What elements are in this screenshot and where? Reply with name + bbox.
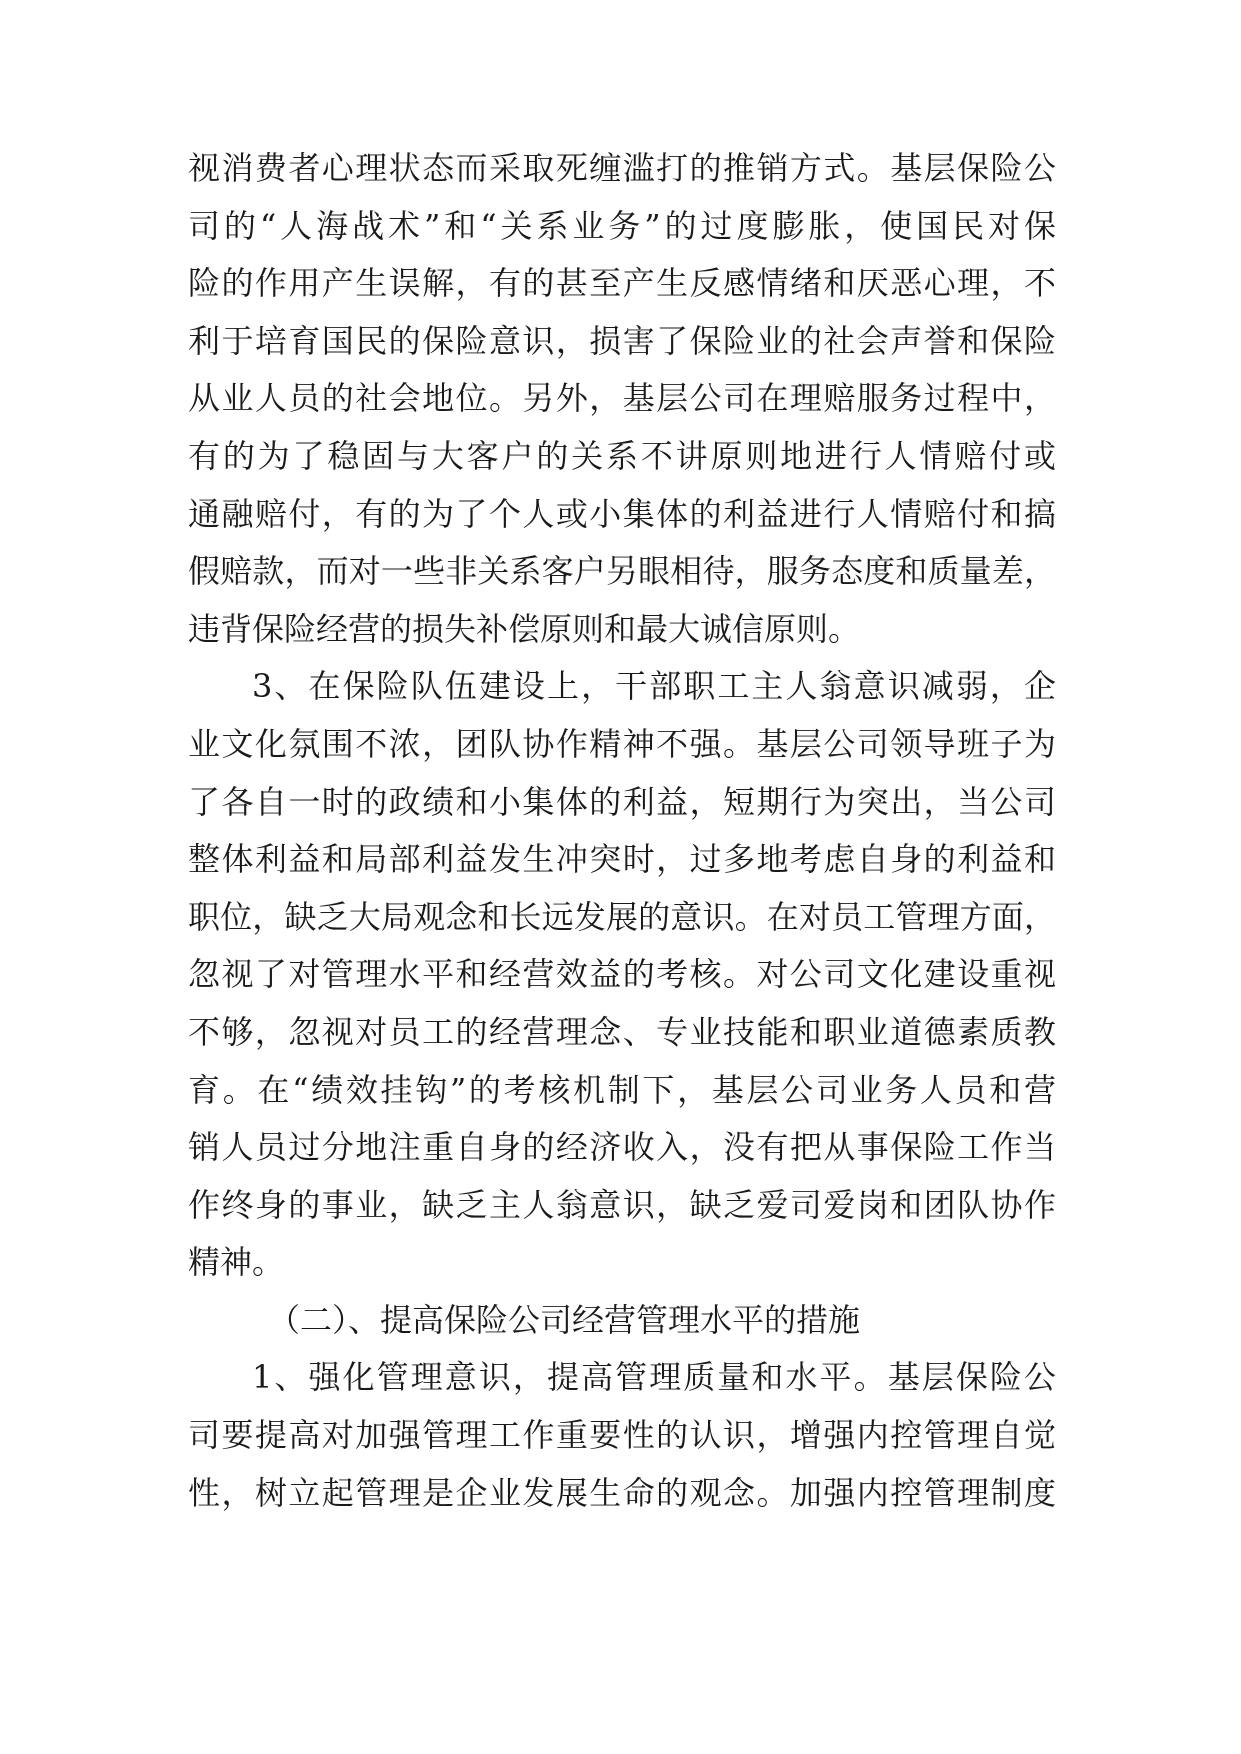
body-line: 销人员过分地注重自身的经济收入，没有把从事保险工作当 — [188, 1128, 1056, 1167]
body-line: 作终身的事业，缺乏主人翁意识，缺乏爱司爱岗和团队协作 — [188, 1185, 1056, 1224]
body-line: 视消费者心理状态而采取死缠滥打的推销方式。基层保险公 — [188, 149, 1056, 187]
body-line: 司的“人海战术”和“关系业务”的过度膨胀，使国民对保 — [188, 206, 1056, 245]
body-line: 精神。 — [188, 1243, 285, 1282]
body-line: 有的为了稳固与大客户的关系不讲原则地进行人情赔付或 — [188, 436, 1056, 475]
body-line: 1、强化管理意识，提高管理质量和水平。基层保险公 — [252, 1358, 1056, 1397]
body-line: 整体利益和局部利益发生冲突时，过多地考虑自身的利益和 — [188, 840, 1056, 879]
body-line: 不够，忽视对员工的经营理念、专业技能和职业道德素质教 — [188, 1012, 1056, 1051]
body-line: 通融赔付，有的为了个人或小集体的利益进行人情赔付和搞 — [188, 494, 1056, 533]
body-line: 假赔款，而对一些非关系客户另眼相待，服务态度和质量差， — [188, 552, 1056, 591]
document-body — [188, 140, 1056, 1522]
body-line: 利于培育国民的保险意识，损害了保险业的社会声誉和保险 — [188, 321, 1056, 360]
body-line: 了各自一时的政绩和小集体的利益，短期行为突出，当公司 — [188, 782, 1056, 821]
body-line: 业文化氛围不浓，团队协作精神不强。基层公司领导班子为 — [188, 724, 1056, 763]
body-line: 性，树立起管理是企业发展生命的观念。加强内控管理制度 — [188, 1473, 1056, 1512]
body-line: 违背保险经营的损失补偿原则和最大诚信原则。 — [188, 609, 861, 648]
body-line: 育。在“绩效挂钩”的考核机制下，基层公司业务人员和营 — [188, 1070, 1056, 1109]
body-line: 忽视了对管理水平和经营效益的考核。对公司文化建设重视 — [188, 955, 1056, 994]
body-line: 职位，缺乏大局观念和长远发展的意识。在对员工管理方面， — [188, 897, 1056, 936]
section-heading: （二）、提高保险公司经营管理水平的措施 — [268, 1300, 861, 1339]
body-line: 从业人员的社会地位。另外，基层公司在理赔服务过程中， — [188, 379, 1056, 418]
body-line: 3、在保险队伍建设上，干部职工主人翁意识减弱，企 — [252, 667, 1056, 706]
body-line: 险的作用产生误解，有的甚至产生反感情绪和厌恶心理，不 — [188, 264, 1056, 303]
body-line: 司要提高对加强管理工作重要性的认识，增强内控管理自觉 — [188, 1416, 1056, 1455]
